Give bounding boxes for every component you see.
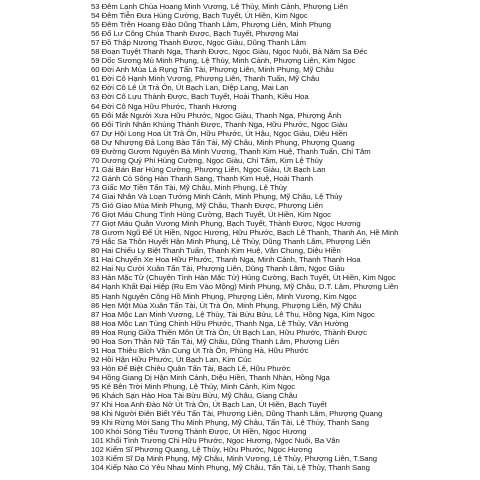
item-number: 75 — [91, 201, 100, 211]
item-title: Giai Nhân Và Loạn Tướng Minh Cảnh, Minh Phụng, Mỹ Châu, Lệ Thủy — [101, 191, 343, 201]
list-item — [91, 346, 477, 355]
item-title: Khách Sạn Hào Hoa Tài Bửu Bửu, Mỹ Châu, Giang Châu — [101, 391, 298, 401]
list-item — [91, 102, 477, 111]
list-item — [91, 156, 477, 165]
item-title: Hoa Mộc Lan Tùng Chinh Hữu Phước, Thanh Nga, Lệ Thủy, Văn Hường — [101, 318, 349, 328]
title-list — [91, 2, 477, 472]
list-item — [91, 436, 477, 445]
item-title: Kẻ Bên Trời Minh Phụng, Lệ Thủy, Minh Cảnh, Kim Ngọc — [101, 381, 296, 391]
item-number: 59 — [91, 56, 100, 66]
item-number: 86 — [91, 300, 100, 310]
item-title: Dự Hội Long Hoa Út Trà Ôn, Hữu Phước, Út Hậu, Ngọc Giàu, Diệu Hiền — [101, 128, 348, 138]
item-number: 87 — [91, 309, 100, 319]
list-item — [91, 210, 477, 219]
list-item — [91, 201, 477, 210]
item-title: Hạnh Nguyên Công Hồ Minh Phụng, Phượng Liên, Minh Vương, Kim Ngọc — [101, 291, 357, 301]
item-number: 65 — [91, 110, 100, 120]
list-item — [91, 454, 477, 463]
item-title: Khi Hoa Anh Đào Nở Út Trà Ôn, Út Bạch Lan, Út Hiền, Bạch Tuyết — [101, 400, 327, 410]
item-number: 82 — [91, 264, 100, 274]
item-number: 78 — [91, 228, 100, 238]
list-item — [91, 2, 477, 11]
item-title: Đổ Lư Công Chúa Thanh Được, Bạch Tuyết, Phượng Mai — [101, 29, 299, 39]
item-number: 60 — [91, 65, 100, 75]
item-title: Kiếp Nào Có Yêu Nhau Minh Phụng, Mỹ Châu, Tấn Tài, Lệ Thủy, Thanh Sang — [105, 463, 370, 473]
item-title: Dự Nhượng Đả Long Bào Tấn Tài, Mỹ Châu, Minh Phụng, Phượng Quang — [101, 137, 355, 147]
list-item — [91, 264, 477, 273]
item-title: Gió Giao Mùa Minh Phụng, Mỹ Châu, Thanh Được, Phượng Liên — [101, 201, 323, 211]
item-title: Giọt Máu Quân Vương Minh Phụng, Bạch Tuyết, Thành Được, Ngọc Hương — [101, 219, 361, 229]
list-item — [91, 273, 477, 282]
item-title: Hoa Mộc Lan Minh Vương, Lệ Thủy, Tài Bửu Bửu, Lê Thu, Hồng Nga, Kim Ngọc — [101, 309, 375, 319]
item-title: Hai Nụ Cười Xuân Tấn Tài, Phượng Liên, Dũng Thanh Lâm, Ngọc Giàu — [101, 264, 345, 274]
item-number: 93 — [91, 363, 100, 373]
item-number: 81 — [91, 255, 100, 265]
list-item — [91, 29, 477, 38]
list-item — [91, 219, 477, 228]
list-item — [91, 74, 477, 83]
item-title: Đêm Trên Hoang Đảo Dũng Thanh Lâm, Phượng Liên, Minh Phụng — [101, 20, 332, 30]
item-title: Hàn Mặc Tử (Chuyện Tình Hàn Mặc Tử) Hùng Cường, Bạch Tuyết, Út Hiền, Kim Ngọc — [101, 273, 396, 283]
item-number: 97 — [91, 400, 100, 410]
item-number: 69 — [91, 146, 100, 156]
item-title: Đường Gươm Nguyên Bá Minh Vương, Thanh Kim Huệ, Thanh Tuấn, Chí Tâm — [101, 146, 371, 156]
item-number: 63 — [91, 92, 100, 102]
item-number: 64 — [91, 101, 100, 111]
item-number: 53 — [91, 2, 100, 11]
list-item — [91, 192, 477, 201]
list-item — [91, 228, 477, 237]
item-number: 66 — [91, 119, 100, 129]
list-item — [91, 418, 477, 427]
item-number: 101 — [91, 436, 104, 446]
item-number: 90 — [91, 336, 100, 346]
list-item — [91, 47, 477, 56]
list-item — [91, 65, 477, 74]
list-item — [91, 129, 477, 138]
item-title: Giọt Máu Chung Tình Hùng Cường, Bạch Tuyết, Út Hiền, Kim Ngọc — [101, 210, 331, 220]
item-title: Đêm Lạnh Chùa Hoang Minh Vương, Lệ Thủy, Minh Cảnh, Phượng Liên — [101, 2, 348, 11]
item-number: 85 — [91, 291, 100, 301]
item-title: Đời Anh Mùa Lá Rụng Tấn Tài, Phượng Liên, Minh Phụng, Mỹ Châu — [101, 65, 334, 75]
item-title: Hoa Rụng Giữa Thiền Môn Út Trà Ôn, Út Bạch Lan, Hữu Phước, Thành Được — [101, 327, 367, 337]
item-number: 73 — [91, 182, 100, 192]
list-item — [91, 409, 477, 418]
item-number: 80 — [91, 246, 100, 256]
item-title: Hoa Sơn Thần Nữ Tấn Tài, Mỹ Châu, Dũng Thanh Lâm, Phượng Liên — [101, 336, 340, 346]
list-item — [91, 382, 477, 391]
item-number: 94 — [91, 372, 100, 382]
item-title: Kiếm Sĩ Dạ Minh Phụng, Mỹ Châu, Minh Vương, Lệ Thủy, Phượng Liên, T.Sang — [105, 454, 377, 464]
list-item — [91, 337, 477, 346]
item-title: Đôi Mắt Người Xưa Hữu Phước, Ngọc Giàu, Thanh Nga, Phượng Ánh — [101, 110, 342, 120]
item-title: Dương Quý Phi Hùng Cường, Ngọc Giàu, Chí Tâm, Kim Lệ Thủy — [101, 155, 323, 165]
list-item — [91, 237, 477, 246]
item-number: 57 — [91, 38, 100, 48]
list-item — [91, 364, 477, 373]
item-number: 68 — [91, 137, 100, 147]
item-number: 71 — [91, 164, 100, 174]
item-title: Gái Bán Bar Hùng Cường, Phượng Liên, Ngọc Giàu, Út Bạch Lan — [101, 164, 326, 174]
item-number: 88 — [91, 318, 100, 328]
item-title: Hắc Sa Thôn Huyết Hận Minh Phụng, Lệ Thủy, Dũng Thanh Lâm, Phượng Liên — [101, 237, 371, 247]
item-title: Hồi Hận Hữu Phước, Út Bạch Lan, Kim Cúc — [101, 354, 252, 364]
item-number: 104 — [91, 463, 104, 473]
list-item — [91, 328, 477, 337]
item-number: 89 — [91, 327, 100, 337]
item-title: Hai Chuyến Xe Hoa Hữu Phước, Thanh Nga, Minh Cảnh, Thanh Thanh Hoa — [101, 255, 361, 265]
item-title: Hẹn Một Mùa Xuân Tấn Tài, Út Trà Ôn, Minh Phụng, Phượng Liên, Mỹ Châu — [101, 300, 362, 310]
item-number: 76 — [91, 210, 100, 220]
list-item — [91, 246, 477, 255]
list-item — [91, 111, 477, 120]
list-item — [91, 292, 477, 301]
item-title: Khói Sóng Tiêu Tương Thành Được, Út Hiền, Ngọc Hương — [105, 427, 307, 437]
list-item — [91, 20, 477, 29]
list-item — [91, 165, 477, 174]
item-number: 67 — [91, 128, 100, 138]
list-item — [91, 373, 477, 382]
item-number: 58 — [91, 47, 100, 57]
item-title: Đời Cô Nga Hữu Phước, Thanh Hương — [101, 101, 237, 111]
list-item — [91, 183, 477, 192]
item-number: 56 — [91, 29, 100, 39]
list-item — [91, 282, 477, 291]
item-number: 61 — [91, 74, 100, 84]
item-title: Đồ Thập Nương Thanh Được, Ngọc Giàu, Dũng Thanh Lâm — [101, 38, 307, 48]
list-item — [91, 56, 477, 65]
list-item — [91, 427, 477, 436]
item-number: 62 — [91, 83, 100, 93]
item-title: Đời Cô Lựu Thành Được, Bạch Tuyết, Hoài Thanh, Kiều Hoa — [101, 92, 309, 102]
item-number: 99 — [91, 418, 100, 428]
item-title: Đời Cô Hạnh Minh Vương, Phượng Liên, Thanh Tuấn, Mỹ Châu — [101, 74, 320, 84]
list-item — [91, 463, 477, 472]
item-title: Hồng Giang Dị Hận Minh Cảnh, Diệu Hiền, Thanh Nhàn, Hồng Nga — [101, 372, 330, 382]
list-item — [91, 310, 477, 319]
item-title: Đời Cô Lê Út Trà Ôn, Út Bạch Lan, Diệp Lang, Mai Lan — [101, 83, 289, 93]
list-item — [91, 120, 477, 129]
item-title: Khối Tình Trương Chi Hữu Phước, Ngọc Hương, Ngọc Nuôi, Ba Vân — [105, 436, 340, 446]
item-number: 54 — [91, 11, 100, 21]
list-item — [91, 83, 477, 92]
item-title: Giấc Mơ Tiền Tấn Tài, Mỹ Châu, Minh Phụng, Lệ Thủy — [101, 182, 287, 192]
item-title: Đoạn Tuyệt Thanh Nga, Thanh Được, Ngọc Giàu, Ngọc Nuôi, Bà Năm Sa Đéc — [101, 47, 368, 57]
list-item — [91, 445, 477, 454]
item-number: 84 — [91, 282, 100, 292]
item-number: 74 — [91, 191, 100, 201]
item-title: Dốc Sương Mù Minh Phụng, Lệ Thủy, Minh Cảnh, Phượng Liên, Kim Ngọc — [101, 56, 356, 66]
item-title: Kiếm Sĩ Phương Quang, Lệ Thủy, Hữu Phước, Ngọc Hương — [105, 445, 313, 455]
list-item — [91, 11, 477, 20]
item-title: Hòn Đế Biệt Chiêu Quân Tấn Tài, Bạch Lê, Hữu Phước — [101, 363, 291, 373]
list-item — [91, 301, 477, 310]
list-item — [91, 174, 477, 183]
item-number: 83 — [91, 273, 100, 283]
list-item — [91, 400, 477, 409]
list-item — [91, 38, 477, 47]
list-item — [91, 138, 477, 147]
item-title: Hai Chiếu Ly Biệt Thanh Tuấn, Thanh Kim Huệ, Văn Chung, Diệu Hiền — [101, 246, 341, 256]
list-item — [91, 355, 477, 364]
item-title: Gánh Cỏ Sông Hàn Thanh Sang, Thanh Kim Huệ, Hoài Thanh — [101, 173, 313, 183]
item-number: 72 — [91, 173, 100, 183]
list-item — [91, 92, 477, 101]
list-item — [91, 319, 477, 328]
item-title: Đôi Tình Nhân Khùng Thành Được, Thanh Nga, Hữu Phước, Ngọc Giàu — [101, 119, 348, 129]
item-number: 79 — [91, 237, 100, 247]
item-number: 98 — [91, 409, 100, 419]
item-number: 92 — [91, 354, 100, 364]
item-number: 100 — [91, 427, 104, 437]
item-number: 95 — [91, 381, 100, 391]
item-title: Đêm Tiễn Đưa Hùng Cường, Bạch Tuyết, Út Hiền, Kim Ngọc — [101, 11, 308, 21]
item-title: Khi Rừng Mới Sang Thu Minh Phụng, Mỹ Châu, Tấn Tài, Lệ Thủy, Thanh Sang — [101, 418, 369, 428]
item-title: Hạnh Khất Đại Hiệp (Ru Em Vào Mộng) Minh Phụng, Mỹ Châu, D.T. Lâm, Phượng Liên — [101, 282, 399, 292]
item-number: 70 — [91, 155, 100, 165]
item-title: Gươm Ngũ Đế Út Hiền, Ngọc Hương, Hữu Phước, Bạch Lê Thanh, Thanh An, Hề Minh — [101, 228, 399, 238]
item-title: Khi Người Điên Biết Yêu Tấn Tài, Phượng Liên, Dũng Thanh Lâm, Phượng Quang — [101, 409, 383, 419]
list-item — [91, 255, 477, 264]
item-number: 102 — [91, 445, 104, 455]
list-item — [91, 391, 477, 400]
item-number: 91 — [91, 345, 100, 355]
item-title: Hoa Thiêu Bích Vân Cung Út Trà Ôn, Phùng Hà, Hữu Phước — [101, 345, 309, 355]
item-number: 77 — [91, 219, 100, 229]
item-number: 55 — [91, 20, 100, 30]
item-number: 103 — [91, 454, 104, 464]
item-number: 96 — [91, 391, 100, 401]
list-item — [91, 147, 477, 156]
